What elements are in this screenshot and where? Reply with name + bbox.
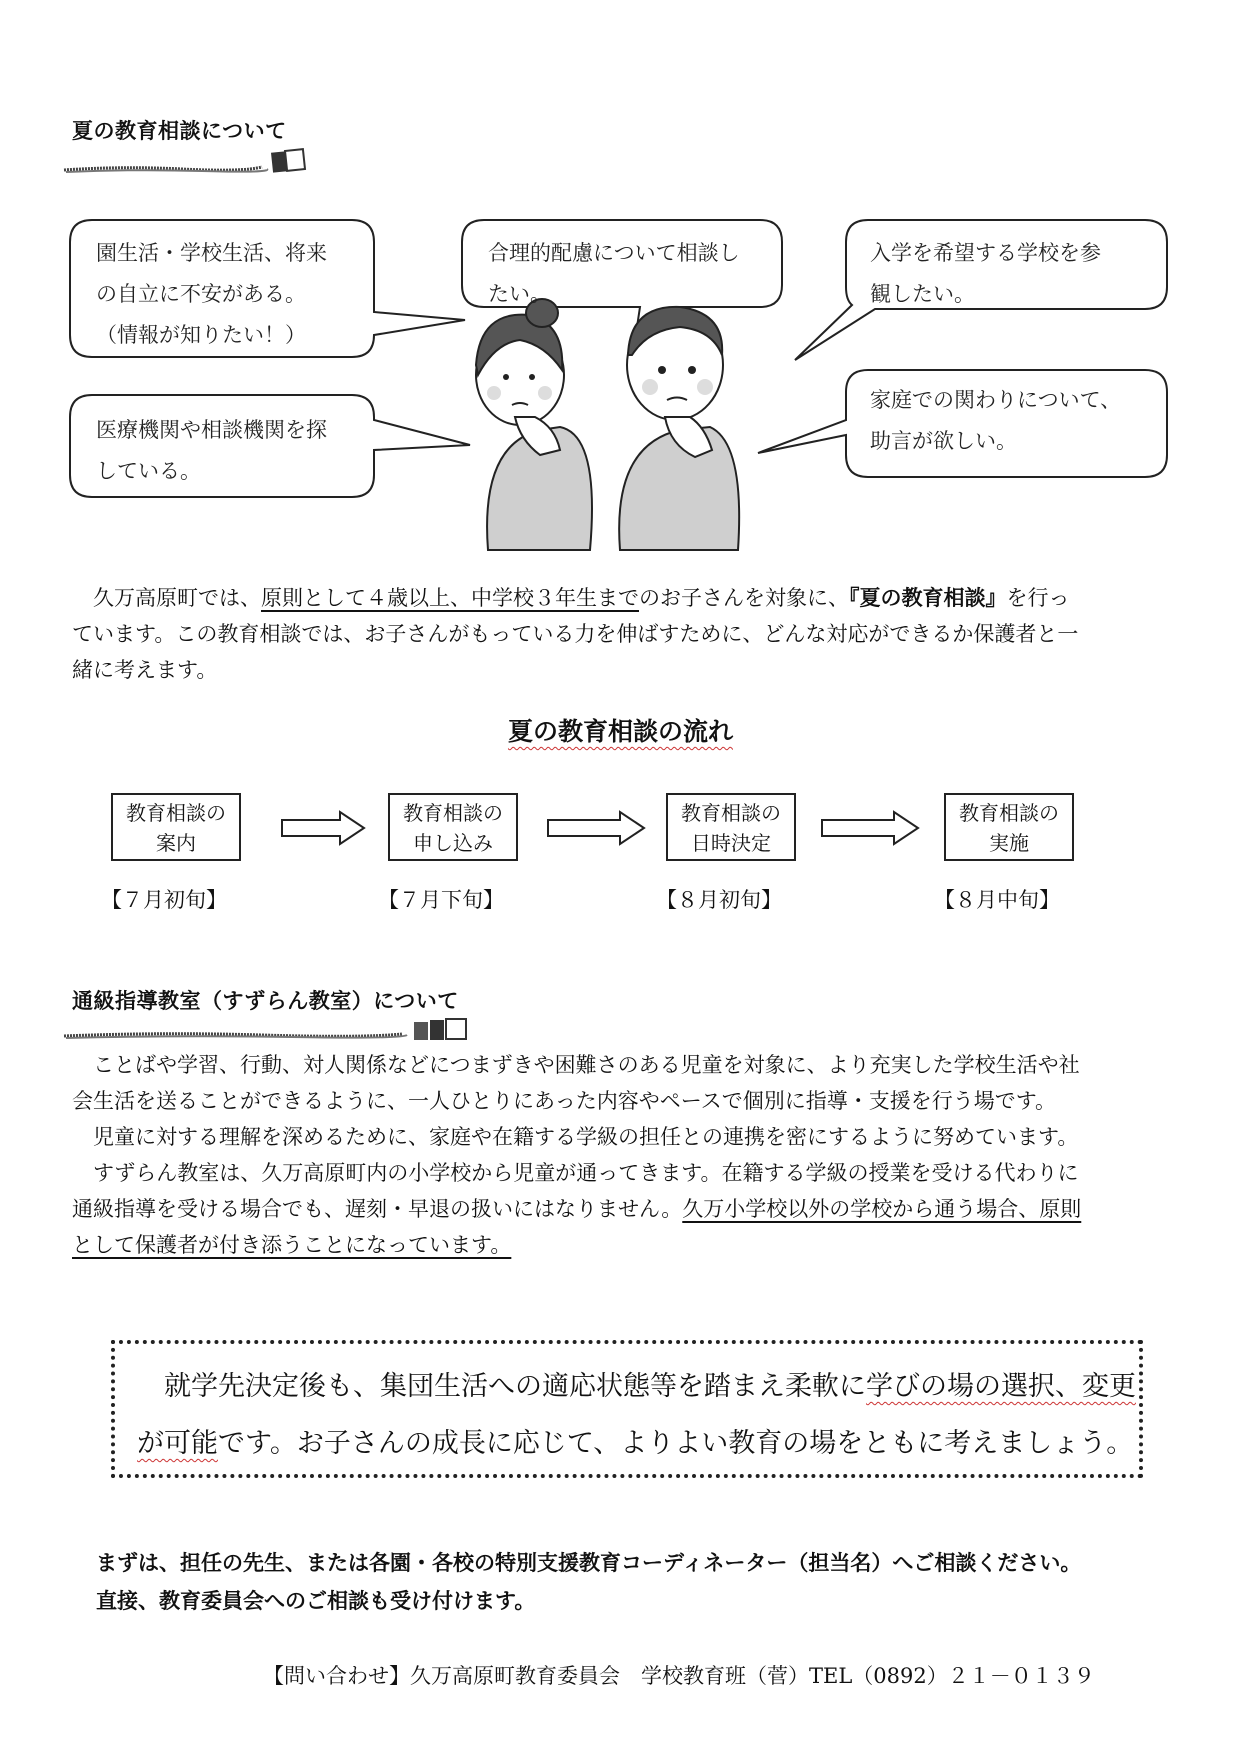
flow-step-scheduling: 教育相談の 日時決定	[666, 793, 796, 861]
flow-step-application: 教育相談の 申し込み	[388, 793, 518, 861]
flow-arrow-1	[280, 810, 366, 846]
flow-title: 夏の教育相談の流れ	[507, 717, 733, 746]
flow-period-1: 【７月初旬】	[101, 888, 227, 912]
flow-period-3: 【８月初旬】	[656, 888, 782, 912]
marker-underline-decoration	[62, 148, 312, 176]
bubble-5-text: 家庭での関わりについて、 助言が欲しい。	[870, 388, 1122, 453]
section-heading-suzuran: 通級指導教室（すずらん教室）について	[72, 989, 459, 1013]
flow-step-implementation: 教育相談の 実施	[944, 793, 1074, 861]
closing-line-2: 直接、教育委員会へのご相談も受け付けます。	[96, 1589, 536, 1613]
man-illustration	[619, 307, 739, 550]
notice-text: 就学先決定後も、集団生活への適応状態等を踏まえ柔軟に学びの場の選択、変更 が可能です。お子さんの成長に応じて、よりよい教育の場をともに考えましょう。	[137, 1371, 1136, 1459]
section-heading-summer-consultation: 夏の教育相談について	[72, 119, 287, 143]
woman-illustration	[476, 299, 592, 550]
bubble-1-text: 園生活・学校生活、将来 の自立に不安がある。 （情報が知りたい！）	[96, 241, 327, 347]
contact-info: 【問い合わせ】久万高原町教育委員会 学校教育班（菅）TEL（0892）２１－０１３９	[263, 1664, 1095, 1688]
flow-step-guidance: 教育相談の 案内	[111, 793, 241, 861]
flow-period-2: 【７月下旬】	[378, 888, 504, 912]
bubble-4-text: 医療機関や相談機関を探 している。	[96, 418, 327, 483]
flow-title-wrap	[0, 712, 1241, 748]
bubble-2-text: 合理的配慮について相談し たい。	[488, 241, 740, 306]
notice-box	[111, 1340, 1143, 1478]
flow-arrow-2	[546, 810, 646, 846]
marker-underline-decoration-2	[62, 1016, 472, 1044]
flow-arrow-3	[820, 810, 920, 846]
flow-period-4: 【８月中旬】	[934, 888, 1060, 912]
closing-line-1: まずは、担任の先生、または各園・各校の特別支援教育コーディネーター（担当名）へご相談ください。	[96, 1551, 1082, 1575]
suzuran-paragraph: ことばや学習、行動、対人関係などにつまずきや困難さのある児童を対象に、より充実した学校生活や社 会生活を送ることができるように、一人ひとりにあった内容やペースで個別に指導・支援を行う場です。 児童に対する理解を深めるために、家庭や在籍する学級の担任との連携を密にするように努めています。 すずらん教室は、久万高原町内の小学校から児童が通ってきます。在籍する学級の授業を受ける代わりに 通級指導を受ける場合でも、遅刻・早退の扱いにはなりません。久万小学校以外の学校から通う場合、原則 として保護者が付き添うことになっています。	[72, 1053, 1082, 1257]
intro-paragraph: 久万高原町では、原則として４歳以上、中学校３年生までのお子さんを対象に、『夏の教育相談』を行っ ています。この教育相談では、お子さんがもっている力を伸ばすために、どんな対応ができるか保護者と一 緒に考えます。	[72, 585, 1079, 682]
bubble-3-text: 入学を希望する学校を参 観したい。	[870, 241, 1101, 306]
